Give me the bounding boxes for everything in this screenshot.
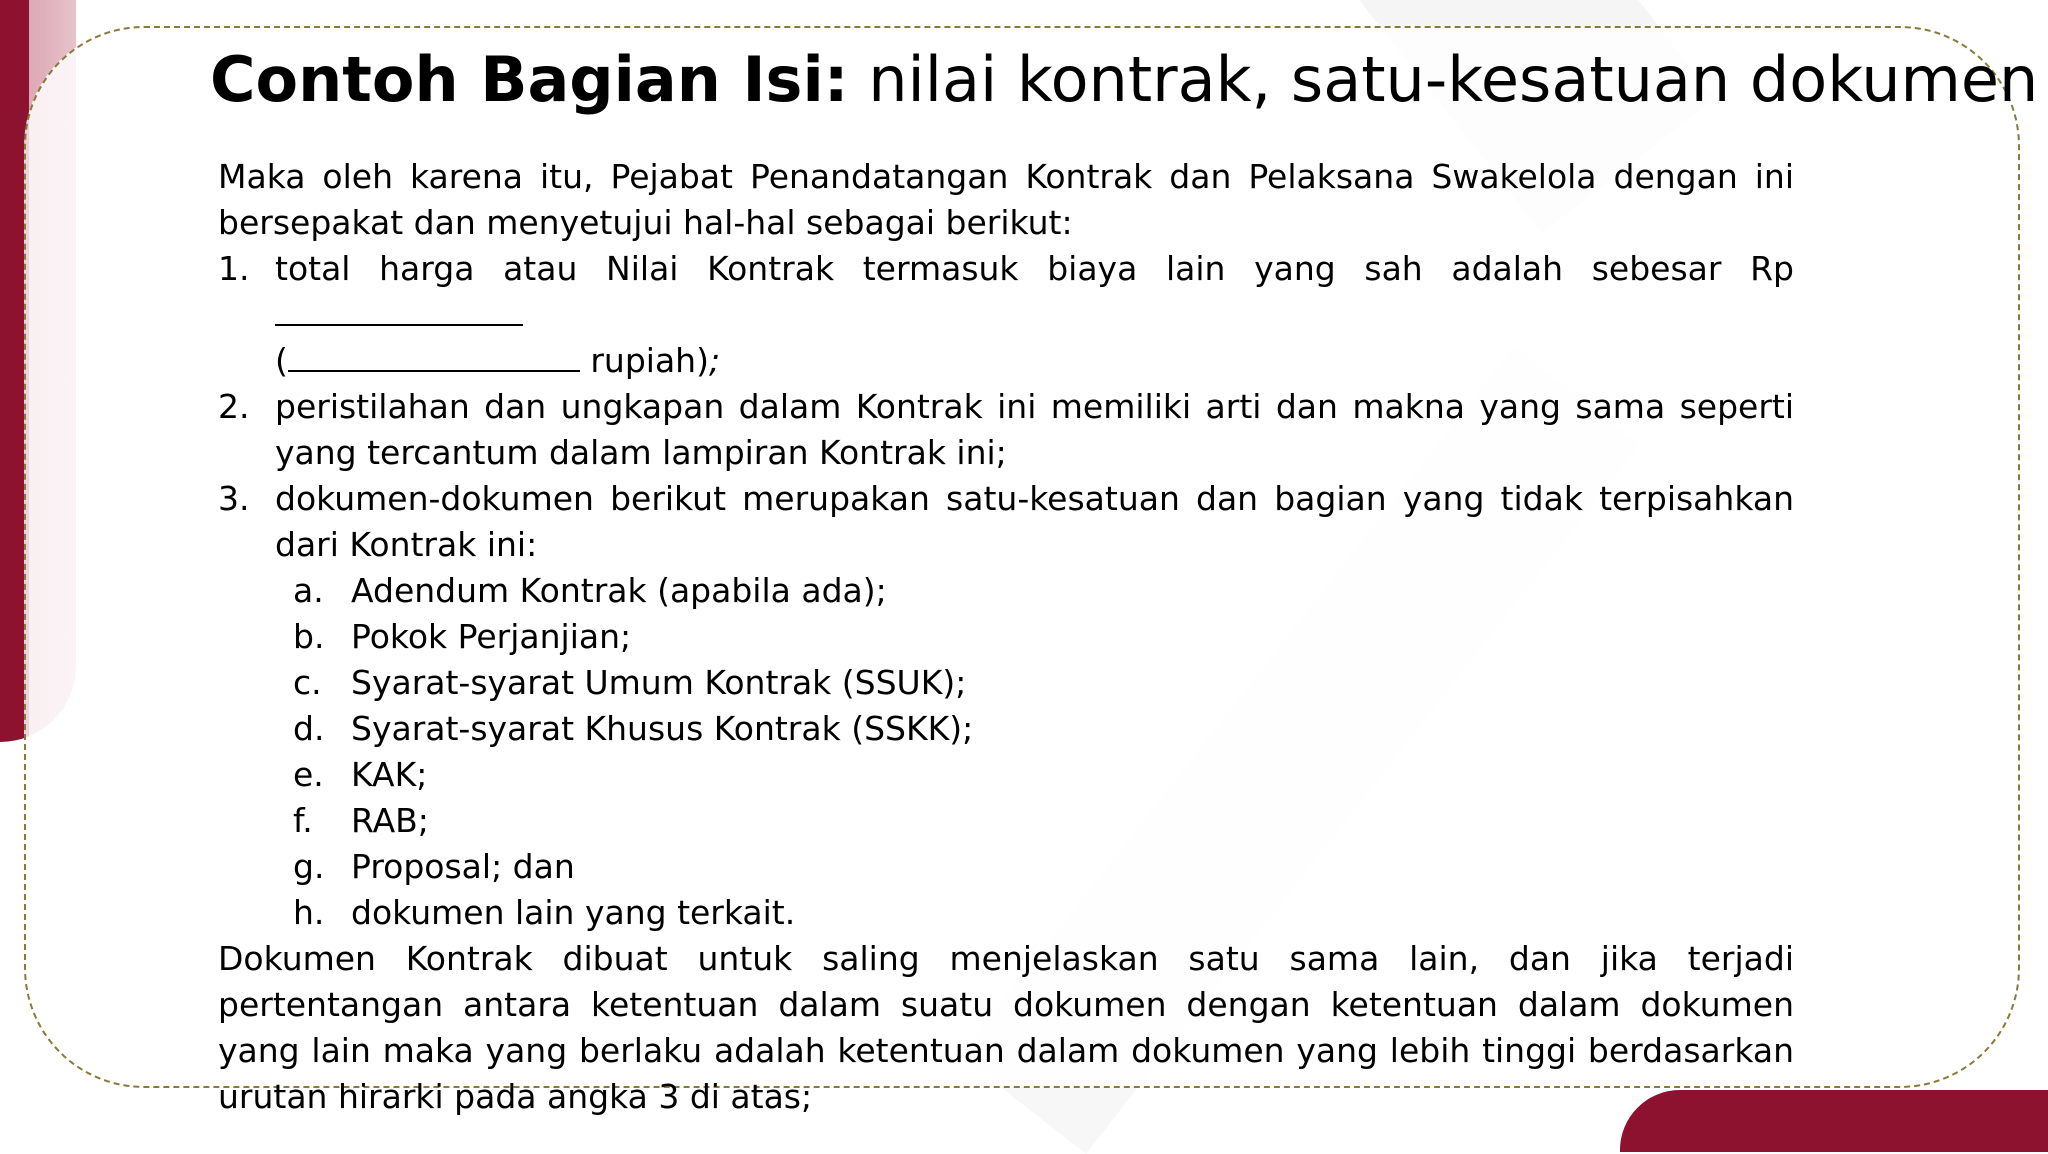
sub-list-letter: a. <box>293 571 324 610</box>
sub-list-letter: h. <box>293 893 325 932</box>
title-rest: nilai kontrak, satu-kesatuan dokumen <box>868 43 2039 116</box>
list-item <box>218 476 1794 568</box>
sub-list-letter: g. <box>293 847 325 886</box>
list-number: 3. <box>218 479 250 518</box>
sub-list-item <box>218 706 1794 752</box>
sub-list-letter: f. <box>293 801 313 840</box>
sub-list-item <box>218 890 1794 936</box>
blank-amount-line <box>275 294 523 326</box>
sub-list-text: Syarat-syarat Umum Kontrak (SSUK); <box>351 663 967 702</box>
intro-paragraph: Maka oleh karena itu, Pejabat Penandatangan Kontrak dan Pelaksana Swakelola dengan ini bersepakat dan menyetujui hal-hal sebagai berikut: <box>218 157 1794 242</box>
item-text-part: ; <box>708 341 721 380</box>
sub-list-text: Proposal; dan <box>351 847 575 886</box>
sub-list-text: KAK; <box>351 755 428 794</box>
sub-list-text: dokumen lain yang terkait. <box>351 893 796 932</box>
item-text-part: rupiah) <box>579 341 709 380</box>
list-item-text <box>275 246 1794 384</box>
list-item <box>218 384 1794 476</box>
sub-list-text: Pokok Perjanjian; <box>351 617 632 656</box>
sub-list-item <box>218 660 1794 706</box>
blank-words-line <box>288 340 580 372</box>
list-item-text: peristilahan dan ungkapan dalam Kontrak ini memiliki arti dan makna yang sama seperti yang tercantum dalam lampiran Kontrak ini; <box>275 387 1794 472</box>
sub-list-item <box>218 844 1794 890</box>
list-item <box>218 246 1794 384</box>
sub-list-text: RAB; <box>351 801 429 840</box>
sub-list-letter: d. <box>293 709 325 748</box>
slide-title <box>210 36 2039 124</box>
sub-list-item <box>218 568 1794 614</box>
sub-list-letter: e. <box>293 755 324 794</box>
slide-body <box>218 154 1794 1120</box>
list-number: 1. <box>218 249 250 288</box>
sub-list-item <box>218 614 1794 660</box>
sub-list-letter: b. <box>293 617 325 656</box>
sub-list-item <box>218 752 1794 798</box>
sub-list-text: Adendum Kontrak (apabila ada); <box>351 571 887 610</box>
title-bold: Contoh Bagian Isi: <box>210 43 849 116</box>
sub-list-item <box>218 798 1794 844</box>
sub-list-letter: c. <box>293 663 322 702</box>
closing-paragraph: Dokumen Kontrak dibuat untuk saling menjelaskan satu sama lain, dan jika terjadi pertentangan antara ketentuan dalam suatu dokumen dengan ketentuan dalam dokumen yang lain maka yang berlaku adalah ketentuan dalam dokumen yang lebih tinggi berdasarkan urutan hirarki pada angka 3 di atas; <box>218 939 1794 1116</box>
item-text-part: ( <box>275 341 288 380</box>
list-number: 2. <box>218 387 250 426</box>
item-text-part: total harga atau Nilai Kontrak termasuk biaya lain yang sah adalah sebesar Rp <box>275 249 1794 288</box>
sub-list-text: Syarat-syarat Khusus Kontrak (SSKK); <box>351 709 974 748</box>
list-item-text: dokumen-dokumen berikut merupakan satu-kesatuan dan bagian yang tidak terpisahkan dari Kontrak ini: <box>275 479 1794 564</box>
